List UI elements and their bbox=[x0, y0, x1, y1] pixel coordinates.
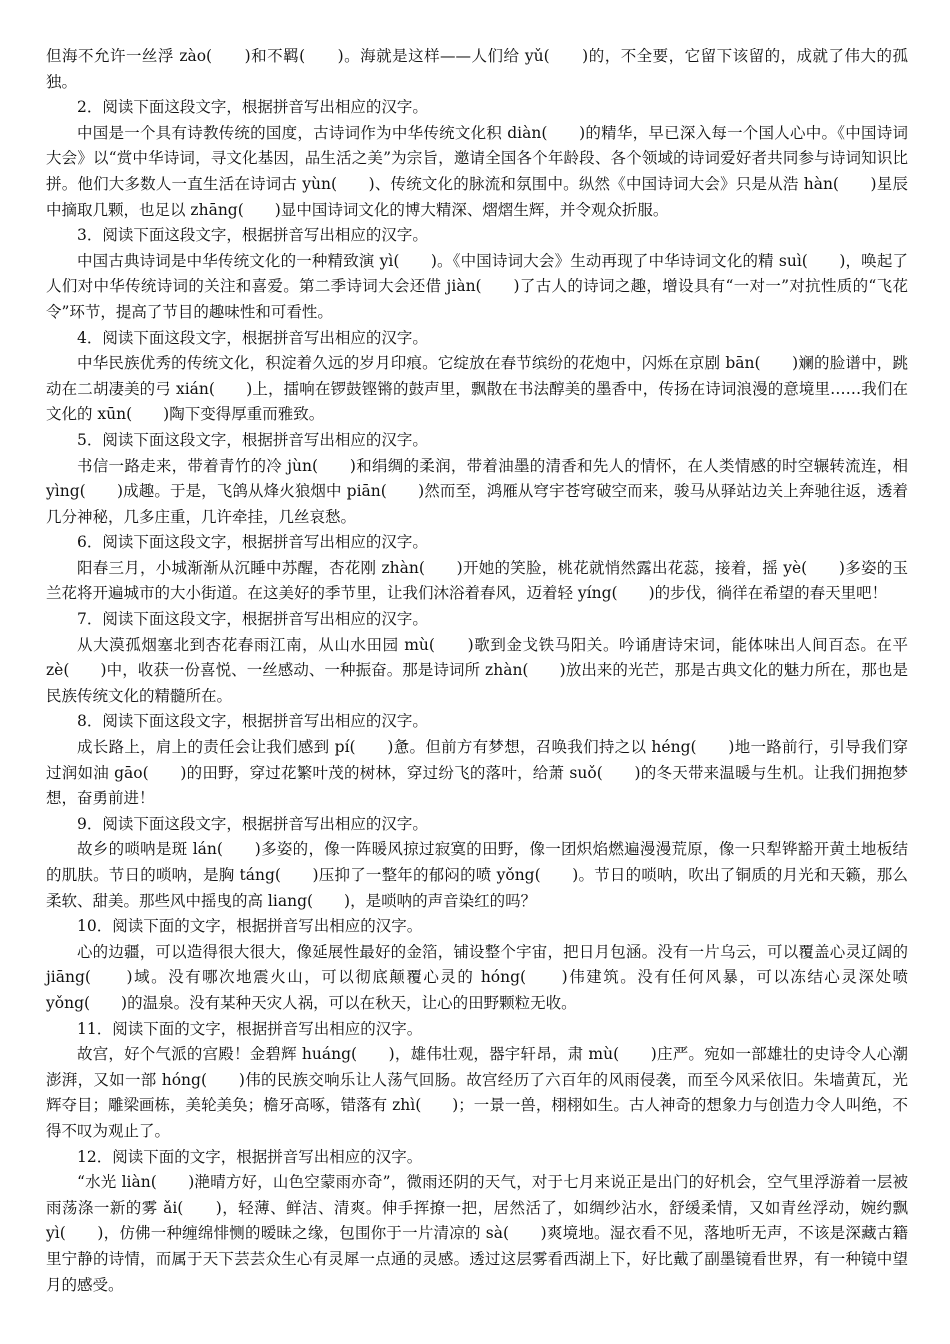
question-6-passage: 阳春三月，小城渐渐从沉睡中苏醒，杏花刚 zhàn( )开她的笑脸，桃花就悄然露出花蕊，接着，摇 yè( )多姿的玉兰花将开遍城市的大小街道。在这美好的季节里，让我们沐浴着春风，迈着轻 yíng( )的步伐，徜徉在希望的春天里吧！ bbox=[46, 558, 908, 603]
question-3-passage: 中国古典诗词是中华传统文化的一种精致演 yì( )。《中国诗词大会》生动再现了中华诗词文化的精 suì( )，唤起了人们对中华传统诗词的关注和喜爱。第二季诗词大会还借 jiàn( )了古人的诗词之趣，增设具有“一对一”对抗性质的“飞花令”环节，提高了节目的趣味性和可看性。 bbox=[46, 251, 908, 321]
question-4-passage: 中华民族优秀的传统文化，积淀着久远的岁月印痕。它绽放在春节缤纷的花炮中，闪烁在京剧 bān( )斓的脸谱中，跳动在二胡凄美的弓 xián( )上，擂响在锣鼓铿锵的鼓声里，飘散在书法醇美的墨香中，传扬在诗词浪漫的意境里……我们在文化的 xūn( )陶下变得厚重而雅致。 bbox=[46, 354, 908, 424]
question-7-passage: 从大漠孤烟塞北到杏花春雨江南，从山水田园 mù( )歌到金戈铁马阳关。吟诵唐诗宋词，能体味出人间百态。在平 zè( )中，收获一份喜悦、一丝感动、一种振奋。那是诗词所 zhàn( )放出来的光芒，那是古典文化的魅力所在，那也是民族传统文化的精髓所在。 bbox=[46, 635, 908, 705]
question-9-passage: 故乡的唢呐是斑 lán( )多姿的，像一阵暖风掠过寂寞的田野，像一团炽焰燃遍漫漫荒原，像一只犁铧豁开黄土地板结的肌肤。节日的唢呐，是胸 táng( )压抑了一整年的郁闷的喷 yǒng( )。节日的唢呐，吹出了铜质的月光和天籁，那么柔软、甜美。那些风中摇曳的高 liang( )，是唢呐的声音染红的吗？ bbox=[46, 840, 908, 910]
intro-paragraph: 但海不允许一丝浮 zào( )和不羁( )。海就是这样——人们给 yǔ( )的，不全要，它留下该留的，成就了伟大的孤独。 bbox=[46, 47, 908, 91]
question-10-prompt: 10．阅读下面的文字，根据拼音写出相应的汉字。 bbox=[77, 917, 423, 936]
question-5-prompt: 5．阅读下面这段文字，根据拼音写出相应的汉字。 bbox=[77, 430, 428, 449]
question-7-prompt: 7．阅读下面这段文字，根据拼音写出相应的汉字。 bbox=[77, 610, 428, 629]
question-4-prompt: 4．阅读下面这段文字，根据拼音写出相应的汉字。 bbox=[77, 328, 428, 347]
question-10-passage: 心的边疆，可以造得很大很大，像延展性最好的金箔，铺设整个宇宙，把日月包涵。没有一片乌云，可以覆盖心灵辽阔的 jiāng( )域。没有哪次地震火山，可以彻底颠覆心灵的 hóng( )伟建筑。没有任何风暴，可以冻结心灵深处喷 yǒng( )的温泉。没有某种天灾人祸，可以在秋天，让心的田野颗粒无收。 bbox=[46, 942, 908, 1012]
question-6-prompt: 6．阅读下面这段文字，根据拼音写出相应的汉字。 bbox=[77, 533, 428, 552]
question-11-passage: 故宫，好个气派的宫殿！金碧辉 huáng( )，雄伟壮观，器宇轩昂，肃 mù( )庄严。宛如一部雄壮的史诗令人心潮澎湃，又如一部 hóng( )伟的民族交响乐让人荡气回肠。故宫经历了六百年的风雨侵袭，而至今风采依旧。朱墙黄瓦，光辉夺目；雕梁画栋，美轮美奂；檐牙高啄，错落有 zhì( )；一景一兽，栩栩如生。古人神奇的想象力与创造力令人叫绝，不得不叹为观止了。 bbox=[46, 1045, 908, 1140]
question-12-passage: “水光 liàn( )滟晴方好，山色空蒙雨亦奇”，微雨还阴的天气，对于七月来说正是出门的好机会，空气里浮游着一层被雨荡涤一新的雾 ǎi( )，轻薄、鲜洁、清爽。伸手挥撩一把，居然活了，如绸纱沾水，舒缓柔情，又如青丝浮动，婉约飘 yì( )，仿佛一种缠绵悱恻的暧昧之缘，包围你于一片清凉的 sà( )爽境地。湿衣看不见，落地听无声，不该是深藏古籍里宁静的诗情，而属于天下芸芸众生心有灵犀一点通的灵感。透过这层雾看西湖上下，好比戴了副墨镜看世界，有一种镜中望月的感受。 bbox=[46, 1173, 908, 1294]
question-12-prompt: 12．阅读下面的文字，根据拼音写出相应的汉字。 bbox=[77, 1147, 423, 1166]
question-5-passage: 书信一路走来，带着青竹的冷 jùn( )和绢绸的柔润，带着油墨的清香和先人的情怀，在人类情感的时空辗转流连，相 yìng( )成趣。于是，飞鸽从烽火狼烟中 piān( )然而至，鸿雁从穹宇苍穹破空而来，骏马从驿站边关上奔驰往返，透着几分神秘，几多庄重，几许牵挂，几丝哀愁。 bbox=[46, 456, 908, 526]
question-3-prompt: 3．阅读下面这段文字，根据拼音写出相应的汉字。 bbox=[77, 226, 428, 245]
question-11-prompt: 11．阅读下面的文字，根据拼音写出相应的汉字。 bbox=[77, 1019, 423, 1038]
document-page bbox=[46, 44, 908, 1298]
question-9-prompt: 9．阅读下面这段文字，根据拼音写出相应的汉字。 bbox=[77, 814, 428, 833]
question-2-passage: 中国是一个具有诗教传统的国度，古诗词作为中华传统文化积 diàn( )的精华，早已深入每一个国人心中。《中国诗词大会》以“赏中华诗词，寻文化基因，品生活之美”为宗旨，邀请全国各个年龄段、各个领域的诗词爱好者共同参与诗词知识比拼。他们大多数人一直生活在诗词古 yùn( )、传统文化的脉流和氛围中。纵然《中国诗词大会》只是从浩 hàn( )星辰中摘取几颗，也足以 zhāng( )显中国诗词文化的博大精深、熠熠生辉，并令观众折服。 bbox=[46, 123, 908, 219]
question-8-passage: 成长路上，肩上的责任会让我们感到 pí( )惫。但前方有梦想，召唤我们持之以 héng( )地一路前行，引导我们穿过润如油 gāo( )的田野，穿过花繁叶茂的树林，穿过纷飞的落叶，给萧 suǒ( )的冬天带来温暖与生机。让我们拥抱梦想，奋勇前进！ bbox=[46, 738, 908, 808]
question-2-prompt: 2．阅读下面这段文字，根据拼音写出相应的汉字。 bbox=[77, 98, 428, 117]
question-8-prompt: 8．阅读下面这段文字，根据拼音写出相应的汉字。 bbox=[77, 712, 428, 731]
